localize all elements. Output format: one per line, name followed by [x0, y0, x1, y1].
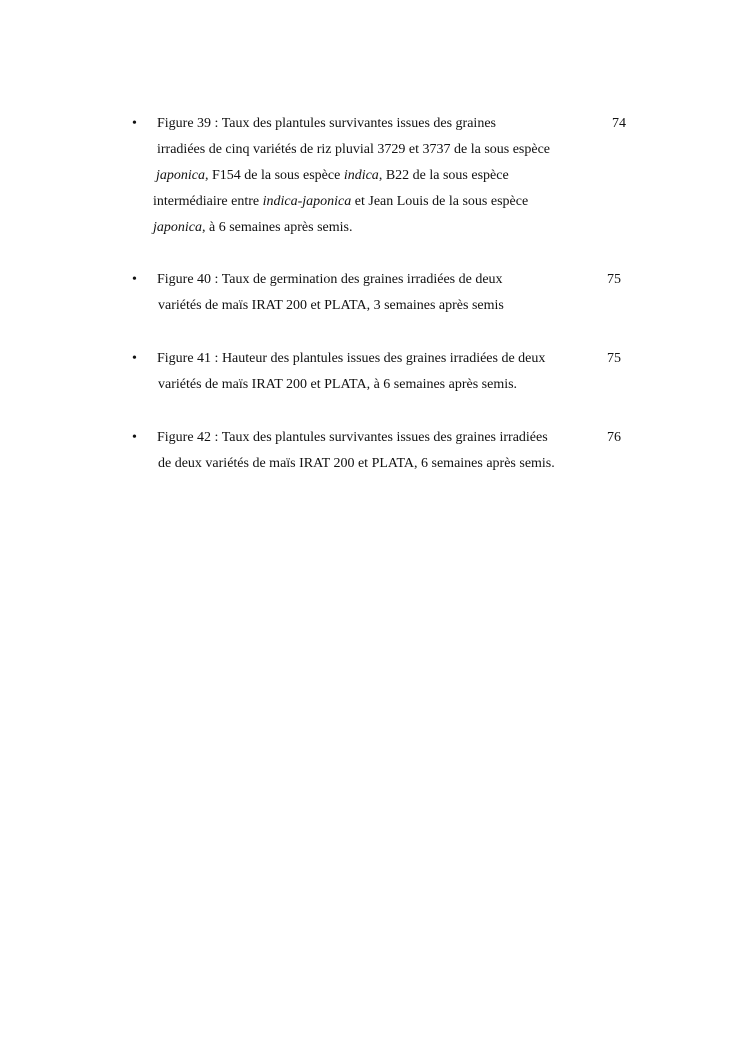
entry-line: japonica, F154 de la sous espèce indica, B22 de la sous espèce — [156, 168, 509, 183]
bullet-icon: • — [132, 116, 137, 131]
page-number: 76 — [607, 430, 621, 445]
bullet-icon: • — [132, 272, 137, 287]
entry-line: Figure 41 : Hauteur des plantules issues des graines irradiées de deux — [157, 351, 546, 366]
bullet-icon: • — [132, 351, 137, 366]
page-number: 74 — [612, 116, 626, 131]
entry-line: Figure 39 : Taux des plantules survivantes issues des graines — [157, 116, 496, 131]
entry-line: Figure 42 : Taux des plantules survivantes issues des graines irradiées — [157, 430, 548, 445]
entry-line: intermédiaire entre indica-japonica et Jean Louis de la sous espèce — [153, 194, 529, 209]
page-number: 75 — [607, 272, 621, 287]
entry-line: variétés de maïs IRAT 200 et PLATA, à 6 semaines après semis. — [158, 377, 518, 392]
entry-line: variétés de maïs IRAT 200 et PLATA, 3 semaines après semis — [158, 298, 504, 313]
page-number: 75 — [607, 351, 621, 366]
entry-line: de deux variétés de maïs IRAT 200 et PLATA, 6 semaines après semis. — [158, 456, 555, 471]
entry-line: irradiées de cinq variétés de riz pluvial 3729 et 3737 de la sous espèce — [157, 142, 551, 157]
bullet-icon: • — [132, 430, 137, 445]
entry-line: Figure 40 : Taux de germination des graines irradiées de deux — [157, 272, 503, 287]
entry-line: japonica, à 6 semaines après semis. — [153, 220, 353, 235]
